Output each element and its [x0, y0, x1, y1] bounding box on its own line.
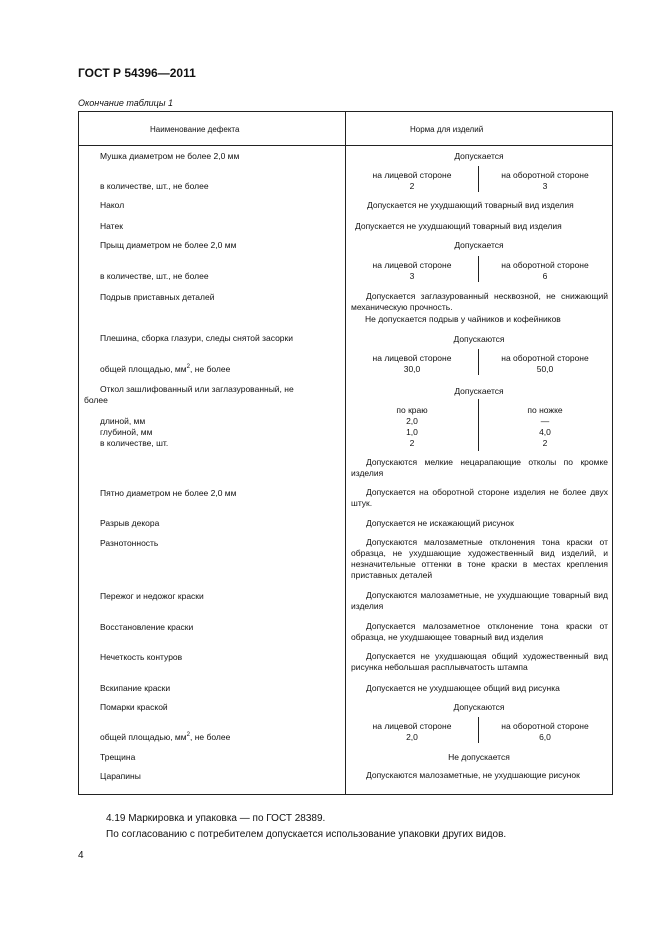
table-caption: Окончание таблицы 1 — [78, 98, 173, 108]
norm-text: Допускаются малозаметные, не ухудшающие рисунок — [366, 770, 580, 780]
paragraph-4-19: 4.19 Маркировка и упаковка — по ГОСТ 28389. — [106, 813, 326, 824]
foot-length-value: — — [540, 416, 550, 426]
defect-name: Трещина — [100, 752, 136, 762]
face-label: на лицевой стороне — [372, 170, 452, 180]
norm-text: Допускается малозаметное отклонение тона краски от образца, не ухудшающее товарный вид изделия — [351, 621, 608, 642]
subcolumn-divider — [478, 399, 479, 451]
back-label: на оборотной стороне — [501, 353, 589, 363]
norm-text: Допускается не искажающий рисунок — [366, 518, 514, 528]
defect-name: Натек — [100, 221, 123, 231]
defect-sub: общей площадью, $мм^2$, не более — [100, 732, 231, 742]
defect-name: Пятно диаметром не более 2,0 мм — [100, 488, 237, 498]
defect-name: Восстановление краски — [100, 622, 194, 632]
defect-sub: в количестве, шт., не более — [100, 271, 209, 281]
defect-name: Царапины — [100, 771, 141, 781]
norm-text-2: Допускаются мелкие нецарапающие отколы по кромке изделия — [351, 457, 608, 478]
defect-sub: общей площадью, $мм^2$, не более — [100, 364, 231, 374]
foot-depth-value: 4,0 — [539, 427, 551, 437]
norm-text: Не допускается — [448, 752, 510, 762]
face-value: 30,0 — [403, 364, 421, 374]
face-value: 2 — [409, 181, 415, 191]
norm-text: Допускается заглазурованный несквозной, не снижающий механическую прочность. — [351, 291, 608, 312]
column-divider — [345, 112, 346, 794]
norm-text: Допускаются малозаметные, не ухудшающие товарный вид изделия — [351, 590, 608, 611]
column-header-defect: Наименование дефекта — [150, 125, 240, 134]
defect-name: Разрыв декора — [100, 518, 160, 528]
back-label: на оборотной стороне — [501, 170, 589, 180]
norm-text: Допускается на оборотной стороне изделия не более двух штук. — [351, 487, 608, 508]
defect-length: длиной, мм — [100, 416, 146, 426]
defect-count: в количестве, шт. — [100, 438, 169, 448]
document-title: ГОСТ Р 54396—2011 — [78, 66, 196, 80]
subcolumn-divider — [478, 166, 479, 192]
paragraph-packaging: По согласованию с потребителем допускается использование упаковки других видов. — [106, 829, 507, 840]
norm-text: Допускается не ухудшающее общий вид рисунка — [366, 683, 560, 693]
back-value: 6 — [542, 271, 548, 281]
defect-name-cont: более — [84, 395, 108, 405]
norm-text: Допускаются — [453, 702, 505, 712]
defect-name: Разнотонность — [100, 538, 159, 548]
defect-name: Помарки краской — [100, 702, 168, 712]
face-label: на лицевой стороне — [372, 260, 452, 270]
back-value: 3 — [542, 181, 548, 191]
page-number: 4 — [78, 850, 84, 861]
defect-name: Откол зашлифованный или заглазурованный, не — [100, 384, 294, 394]
edge-length-value: 2,0 — [406, 416, 418, 426]
norm-text: Допускаются — [453, 334, 505, 344]
norm-text: Допускается не ухудшающий товарный вид изделия — [355, 221, 562, 231]
foot-count-value: 2 — [542, 438, 548, 448]
norm-text: Допускается — [454, 151, 504, 161]
defect-name: Подрыв приставных деталей — [100, 292, 215, 302]
defect-name: Прыщ диаметром не более 2,0 мм — [100, 240, 237, 250]
defect-name: Накол — [100, 200, 125, 210]
norm-text: Допускается — [454, 240, 504, 250]
defect-depth: глубиной, мм — [100, 427, 153, 437]
back-label: на оборотной стороне — [501, 260, 589, 270]
norm-text: Допускается не ухудшающая общий художественный вид рисунка небольшая расплывчатость штампа — [351, 651, 608, 672]
edge-depth-value: 1,0 — [406, 427, 418, 437]
norm-text: Допускаются малозаметные отклонения тона краски от образца, не ухудшающие художественный вид изделий, и незначительные оттенки в тоне краски в местах крепления приставных деталей — [351, 537, 608, 580]
defect-name: Нечеткость контуров — [100, 652, 183, 662]
defect-name: Мушка диаметром не более 2,0 мм — [100, 151, 240, 161]
edge-label: по краю — [396, 405, 428, 415]
norm-text-2: Не допускается подрыв у чайников и кофейников — [365, 314, 561, 324]
face-label: на лицевой стороне — [372, 721, 452, 731]
back-value: 50,0 — [536, 364, 554, 374]
face-value: 2,0 — [406, 732, 418, 742]
face-value: 3 — [409, 271, 415, 281]
defect-name: Вскипание краски — [100, 683, 171, 693]
defect-name: Плешина, сборка глазури, следы снятой засорки — [100, 333, 293, 343]
defect-sub: в количестве, шт., не более — [100, 181, 209, 191]
back-label: на оборотной стороне — [501, 721, 589, 731]
norm-text: Допускается не ухудшающий товарный вид изделия — [367, 200, 574, 210]
defect-name: Пережог и недожог краски — [100, 591, 204, 601]
norm-text: Допускается — [454, 386, 504, 396]
subcolumn-divider — [478, 256, 479, 282]
subcolumn-divider — [478, 717, 479, 743]
back-value: 6,0 — [539, 732, 551, 742]
subcolumn-divider — [478, 349, 479, 375]
edge-count-value: 2 — [409, 438, 415, 448]
face-label: на лицевой стороне — [372, 353, 452, 363]
foot-label: по ножке — [527, 405, 563, 415]
column-header-norm: Норма для изделий — [410, 125, 484, 134]
